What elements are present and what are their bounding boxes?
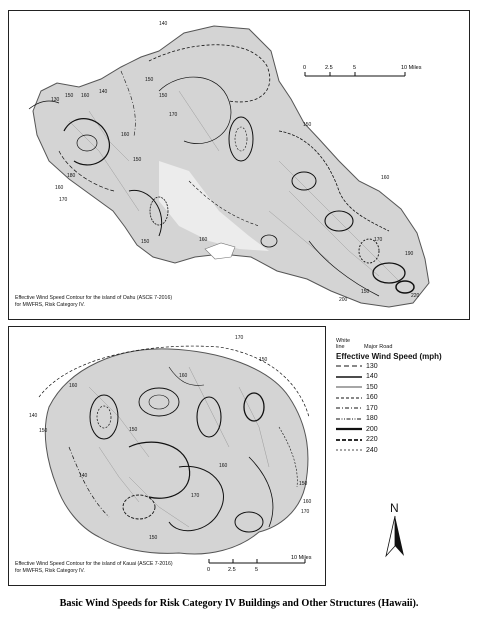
oahu-scale-bar [303, 65, 422, 76]
legend-item-label: 170 [366, 404, 378, 412]
contour-label: 190 [405, 251, 414, 257]
contour-label: 150 [361, 289, 370, 295]
legend-line-swatch [336, 405, 362, 411]
legend-item [336, 424, 472, 435]
contour-label: 140 [99, 89, 108, 95]
legend-item [336, 361, 472, 372]
contour-label: 200 [339, 297, 348, 303]
contour-label: 220 [411, 293, 420, 299]
contour-label: 140 [79, 473, 88, 479]
kauai-caption-line1: Effective Wind Speed Contour for the island of Kauai (ASCE 7-2016) [15, 561, 173, 567]
legend-item-label: 140 [366, 373, 378, 381]
contour-label: 160 [219, 463, 228, 469]
legend-line-swatch [336, 374, 362, 380]
legend-items [336, 361, 472, 456]
contour-label: 160 [69, 383, 78, 389]
contour-label: 160 [303, 499, 312, 505]
oahu-caption-line1: Effective Wind Speed Contour for the island of Oahu (ASCE 7-2016) [15, 295, 173, 301]
legend-item [336, 393, 472, 404]
contour-label: 130 [51, 97, 60, 103]
legend-line-swatch [336, 395, 362, 401]
figure-title: Basic Wind Speeds for Risk Category IV Buildings and Other Structures (Hawaii). [59, 598, 419, 609]
contour-label: 170 [301, 509, 310, 515]
contour-label: 160 [55, 185, 64, 191]
contour-label: 160 [381, 175, 390, 181]
contour-label: 170 [59, 197, 68, 203]
contour-label: 160 [199, 237, 208, 243]
contour-label: 150 [133, 157, 142, 163]
legend-line-swatch [336, 384, 362, 390]
contour-label: 150 [259, 357, 268, 363]
contour-label: 150 [145, 77, 154, 83]
legend-item-label: 180 [366, 415, 378, 423]
oahu-map [9, 11, 469, 319]
legend-item [336, 382, 472, 393]
legend-line-swatch [336, 447, 362, 453]
north-arrow [384, 500, 406, 560]
legend-item-label: 240 [366, 446, 378, 454]
contour-label: 170 [169, 112, 178, 118]
contour-label: 180 [67, 173, 76, 179]
oahu-caption-line2: for MWFRS, Risk Category IV. [15, 302, 85, 308]
legend-item-label: 130 [366, 362, 378, 370]
legend-line-swatch [336, 426, 362, 432]
kauai-scale-bar [207, 555, 312, 573]
scale-tick-label: 2.5 [228, 567, 236, 573]
legend-item-label: 150 [366, 383, 378, 391]
legend-item-label: 160 [366, 394, 378, 402]
kauai-caption-line2: for MWFRS, Risk Category IV. [15, 568, 85, 574]
scale-tick-label: 2.5 [325, 65, 333, 71]
legend-item [336, 414, 472, 425]
contour-label: 160 [121, 132, 130, 138]
kauai-map [9, 327, 325, 585]
kauai-caption [15, 561, 173, 575]
contour-label: 160 [81, 93, 90, 99]
contour-label: 150 [39, 428, 48, 434]
legend-white-line-label: White line [336, 338, 351, 350]
kauai-map-panel [8, 326, 326, 586]
legend-item [336, 435, 472, 446]
contour-label: 150 [141, 239, 150, 245]
legend-line-swatch [336, 363, 362, 369]
legend-title: Effective Wind Speed (mph) [336, 352, 442, 361]
contour-label: 150 [303, 122, 312, 128]
contour-label: 150 [149, 535, 158, 541]
scale-tick-label: 5 [353, 65, 357, 71]
contour-label: 150 [159, 93, 168, 99]
scale-tick-label: 5 [255, 567, 259, 573]
legend-item-label: 200 [366, 425, 378, 433]
legend-line-swatch [336, 416, 362, 422]
oahu-caption [15, 295, 172, 309]
scale-tick-label: 10 Miles [291, 555, 312, 561]
north-arrow-label: N [390, 501, 399, 515]
wind-speed-legend [336, 338, 472, 456]
oahu-map-panel [8, 10, 470, 320]
legend-item [336, 403, 472, 414]
north-arrow-icon [384, 500, 406, 560]
contour-label: 170 [191, 493, 200, 499]
contour-label: 150 [129, 427, 138, 433]
oahu-island-shape [33, 26, 429, 307]
legend-item [336, 445, 472, 456]
contour-label: 170 [235, 335, 244, 341]
scale-tick-label: 10 Miles [401, 65, 422, 71]
legend-item [336, 372, 472, 383]
contour-label: 160 [179, 373, 188, 379]
legend-header [336, 338, 472, 350]
contour-label: 170 [374, 237, 383, 243]
legend-line-swatch [336, 437, 362, 443]
contour-label: 140 [159, 21, 168, 27]
scale-tick-label: 0 [207, 567, 211, 573]
contour-label: 150 [299, 481, 308, 487]
legend-major-road-label: Major Road [364, 344, 393, 350]
contour-label: 140 [29, 413, 38, 419]
contour-label: 150 [65, 93, 74, 99]
legend-item-label: 220 [366, 436, 378, 444]
scale-tick-label: 0 [303, 65, 307, 71]
kauai-island-shape [45, 349, 308, 554]
